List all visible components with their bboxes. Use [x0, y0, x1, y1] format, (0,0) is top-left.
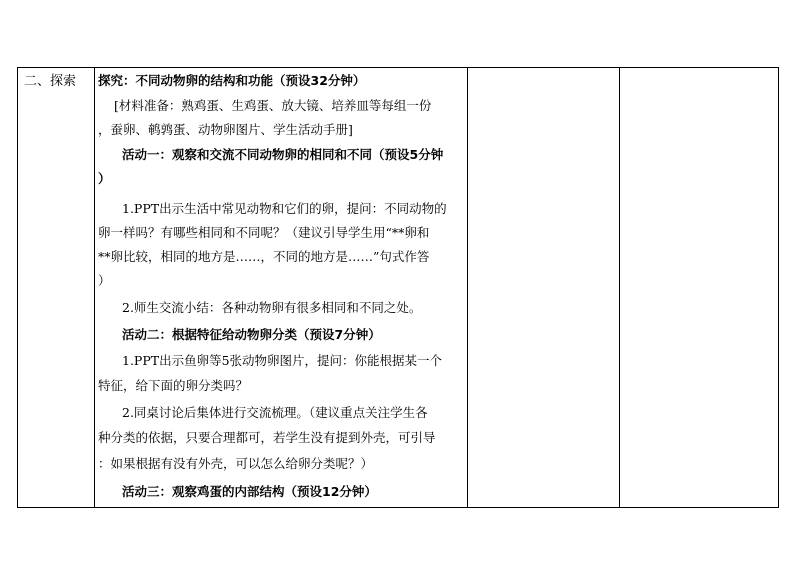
text-line: 1.PPT出示生活中常见动物和它们的卵，提问：不同动物的 — [122, 201, 447, 216]
text-line: 2.师生交流小结：各种动物卵有很多相同和不同之处。 — [122, 300, 422, 315]
text-line: 种分类的依据，只要合理都可，若学生没有提到外壳，可引导 — [98, 430, 436, 445]
text-line: ：如果根据有没有外壳，可以怎么给卵分类呢？） — [98, 456, 374, 471]
text-line: [材料准备：熟鸡蛋、生鸡蛋、放大镜、培养皿等每组一份 — [114, 98, 432, 113]
text-line: ） — [98, 273, 111, 288]
text-line: 卵一样吗？有哪些相同和不同呢？（建议引导学生用“**卵和 — [98, 225, 430, 240]
text-line: 特征，给下面的卵分类吗？ — [98, 378, 249, 393]
heading-line: 探究：不同动物卵的结构和功能（预设32分钟） — [98, 73, 366, 88]
activity-heading: 活动一：观察和交流不同动物卵的相同和不同（预设5分钟 — [122, 147, 444, 162]
text-line: ，蚕卵、鹌鹑蛋、动物卵图片、学生活动手册] — [98, 122, 353, 137]
activity-heading: ） — [98, 171, 111, 186]
section-label: 二、探索 — [24, 74, 77, 89]
column-divider — [619, 68, 620, 507]
lesson-plan-table — [17, 67, 779, 508]
column-divider — [467, 68, 468, 507]
text-line: 1.PPT出示鱼卵等5张动物卵图片，提问：你能根据某一个 — [122, 353, 443, 368]
column-divider — [94, 68, 95, 507]
activity-heading: 活动三：观察鸡蛋的内部结构（预设12分钟） — [122, 484, 377, 499]
text-line: 2.同桌讨论后集体进行交流梳理。（建议重点关注学生各 — [122, 405, 428, 420]
activity-heading: 活动二：根据特征给动物卵分类（预设7分钟） — [122, 327, 381, 342]
text-line: **卵比较，相同的地方是……，不同的地方是……”句式作答 — [98, 249, 430, 264]
